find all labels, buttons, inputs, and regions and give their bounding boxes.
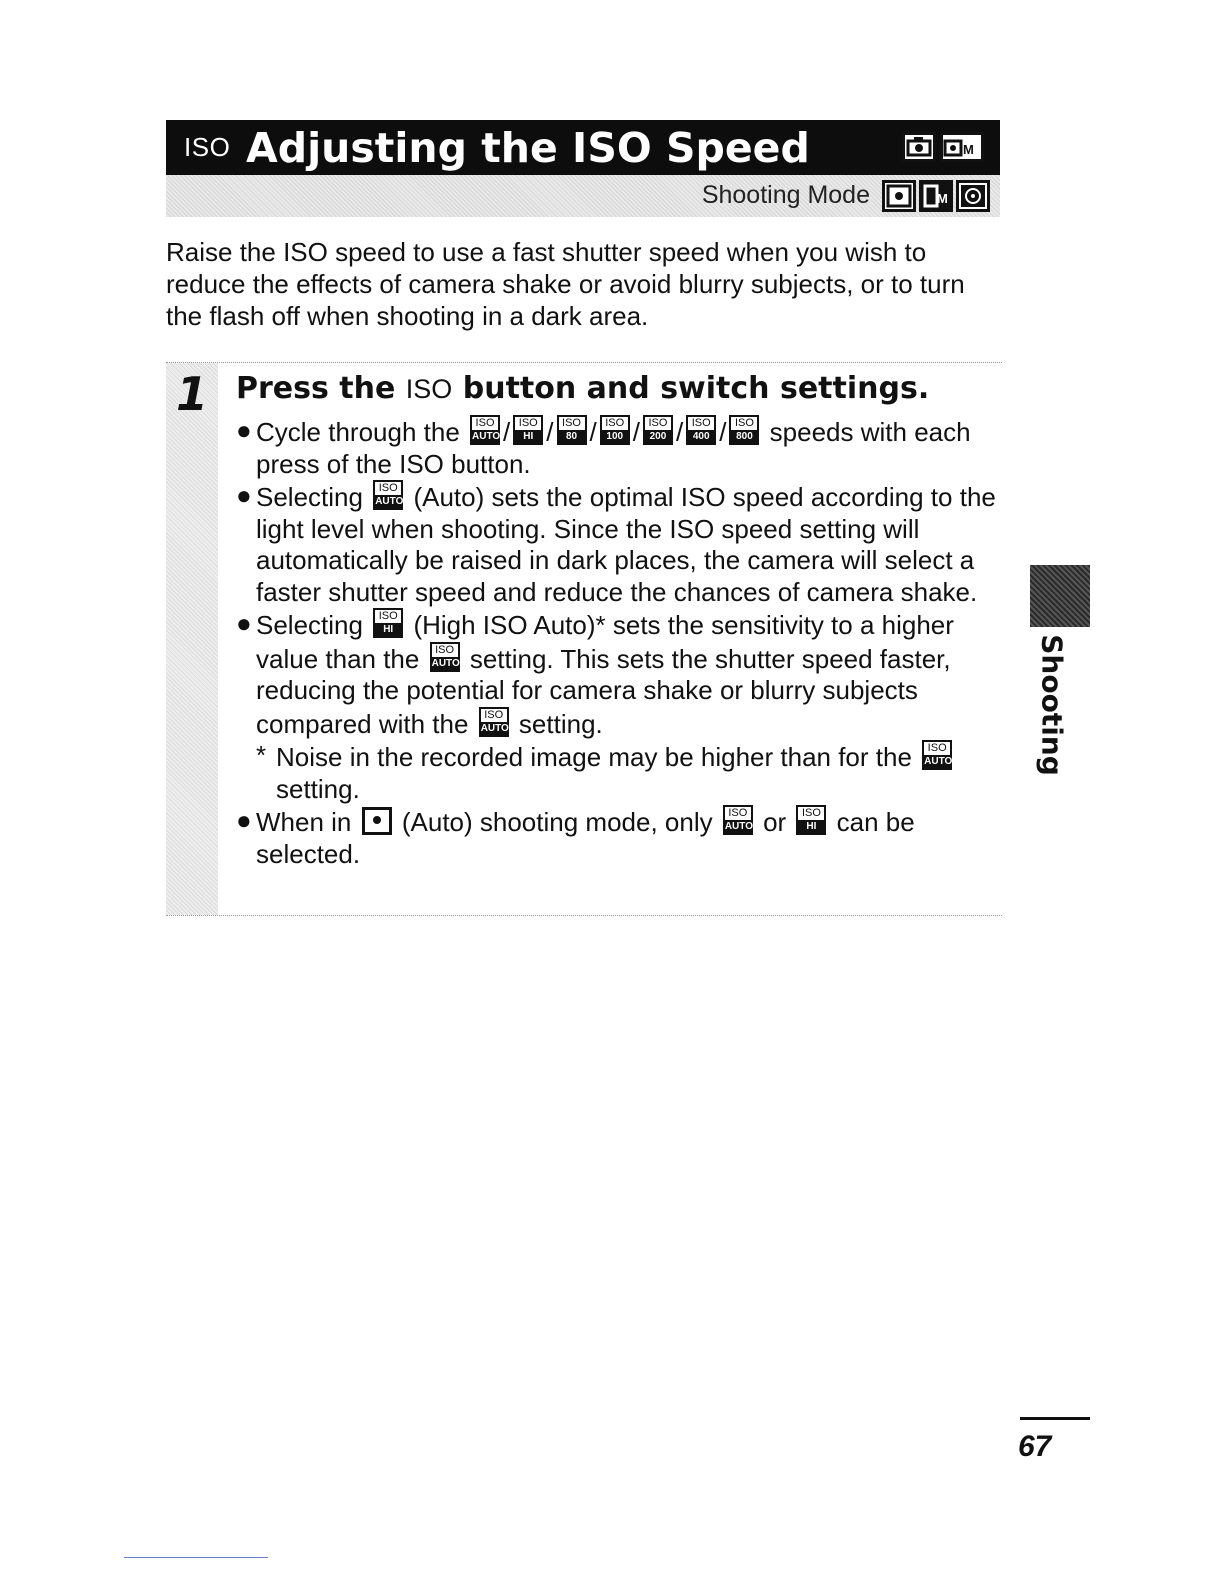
iso-button-icon: ISO [405,374,453,404]
bottom-rule [124,1557,268,1558]
manual-mode-icon [919,180,953,212]
step-box [166,362,1002,916]
iso-button-icon: ISO [399,448,444,479]
mode-icons [882,180,990,212]
iso-auto-icon: ISO AUTO [470,415,500,445]
iso-hi-icon: ISO HI [796,805,826,835]
digital-macro-icon [956,180,990,212]
iso-icon: ISO [184,132,231,162]
auto-mode-icon [362,807,392,835]
iso-hi-icon: ISO HI [513,415,543,445]
title-banner [166,120,1000,175]
footnote: * Noise in the recorded image may be higher than for the ISO AUTO setting. [256,740,953,804]
iso-hi-icon: ISO HI [373,608,403,638]
iso-auto-icon: ISO AUTO [430,642,460,672]
page-number: 67 [1018,1430,1052,1463]
camera-icon [902,132,936,162]
iso-auto-icon: ISO AUTO [723,805,753,835]
camera-m-icon [940,132,984,162]
chapter-tab [1030,565,1090,627]
bullet-auto-mode: ● When in (Auto) shooting mode, only ISO AUTO or ISO HI can be selected. [236,805,915,869]
shooting-mode-label: Shooting Mode [701,181,870,209]
step-rail [166,363,218,915]
title-icons [902,132,984,162]
step-number: 1 [176,367,209,421]
iso-auto-icon: ISO AUTO [479,707,509,737]
step-title: Press the ISO button and switch settings. [236,371,930,406]
page-title: Adjusting the ISO Speed [246,124,810,172]
iso-80-icon: ISO 80 [557,415,587,445]
svg-text:M: M [937,191,948,206]
iso-auto-icon: ISO AUTO [373,480,403,510]
iso-100-icon: ISO 100 [600,415,630,445]
page-number-rule [1020,1417,1090,1420]
iso-auto-icon: ISO AUTO [922,740,952,770]
iso-800-icon: ISO 800 [729,415,759,445]
iso-200-icon: ISO 200 [643,415,673,445]
iso-400-icon: ISO 400 [686,415,716,445]
bullet-cycle: ● Cycle through the ISO AUTO / ISO HI / ISO 80 / ISO 100 / ISO 200 / ISO 400 / ISO 800 speeds with each press of the ISO button. [236,415,971,479]
bullet-high-iso: ● Selecting ISO HI (High ISO Auto)* sets the sensitivity to a higher value than the ISO AUTO setting. This sets the shutter speed faster, reducing the potential for camera shake or blurry subjects compared with the ISO AUTO setting. [236,608,954,739]
chapter-label: Shooting [1035,634,1069,776]
shooting-mode-strip [166,175,1000,217]
step-bullets [236,415,996,870]
bullet-auto: ● Selecting ISO AUTO (Auto) sets the optimal ISO speed according to the light level when shooting. Since the ISO speed setting will automatically be raised in dark places, the camera will select a faster shutter speed and reduce the chances of camera shake. [236,480,996,607]
intro-paragraph: Raise the ISO speed to use a fast shutter speed when you wish to reduce the effects of camera shake or avoid blurry subjects, or to turn the flash off when shooting in a dark area. [166,237,965,331]
auto-mode-icon [882,180,916,212]
svg-text:M: M [963,142,974,157]
